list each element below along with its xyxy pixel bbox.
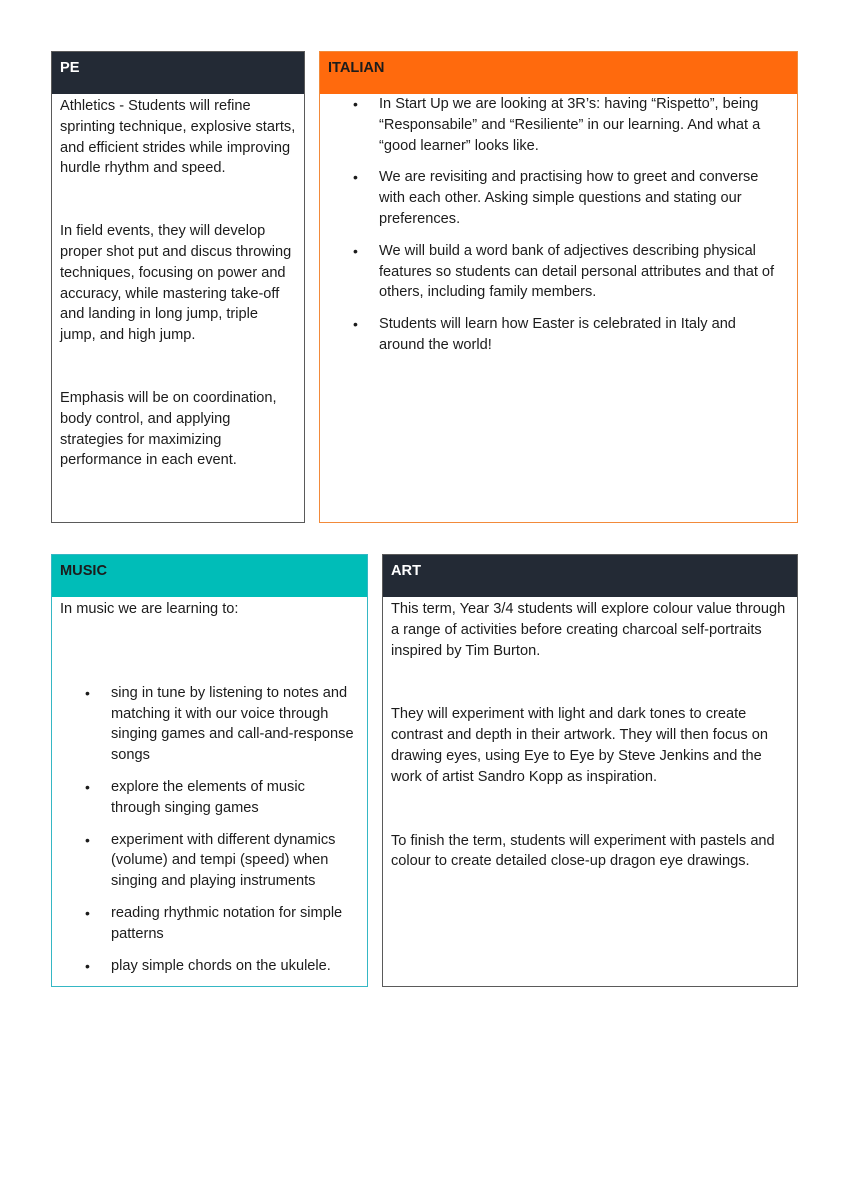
list-item-text: play simple chords on the ukulele. (111, 957, 331, 974)
pe-content (52, 94, 304, 471)
pe-paragraph: Athletics - Students will refine sprinting technique, explosive starts, and efficient strides while improving hurdle rhythm and speed. (60, 98, 296, 177)
bullet-icon: • (85, 778, 90, 795)
list-item-text: We will build a word bank of adjectives describing physical features so students can detail personal attributes and that of others, including family members. (379, 242, 775, 301)
list-item-text: We are revisiting and practising how to greet and converse with each other. Asking simple questions and stating our preferences. (379, 169, 759, 227)
list-item (85, 683, 357, 766)
art-header: ART (383, 555, 797, 597)
music-section (51, 554, 368, 987)
music-header: MUSIC (52, 555, 367, 597)
list-item-text: Students will learn how Easter is celebrated in Italy and around the world! (379, 316, 736, 353)
art-paragraph: This term, Year 3/4 students will explore colour value through a range of activities before creating charcoal self-portraits inspired by Tim Burton. (391, 601, 786, 659)
list-item (353, 167, 785, 229)
list-item (85, 956, 357, 977)
italian-list (320, 94, 797, 356)
list-item (85, 777, 357, 819)
music-list (52, 683, 367, 977)
pe-paragraph: In field events, they will develop proper shot put and discus throwing techniques, focusing on power and accuracy, while mastering take-off and landing in long jump, triple jump, and high jump. (60, 223, 292, 344)
bullet-icon: • (85, 831, 90, 848)
art-paragraph: To finish the term, students will experiment with pastels and colour to create detailed close-up dragon eye drawings. (391, 832, 775, 870)
list-item-text: experiment with different dynamics (volume) and tempi (speed) when singing and playing instruments (111, 831, 336, 890)
bullet-icon: • (85, 684, 90, 701)
italian-section (319, 51, 798, 523)
list-item-text: sing in tune by listening to notes and matching it with our voice through singing games and call-and-response songs (111, 684, 354, 764)
list-item (353, 241, 785, 303)
pe-section (51, 51, 305, 523)
list-item-text: explore the elements of music through singing games (111, 778, 305, 816)
list-item (353, 314, 785, 356)
italian-header: ITALIAN (320, 52, 797, 94)
list-item (353, 94, 785, 156)
art-content (383, 597, 797, 872)
bullet-icon: • (353, 316, 358, 333)
pe-header: PE (52, 52, 304, 94)
pe-paragraph: Emphasis will be on coordination, body control, and applying strategies for maximizing performance in each event. (60, 389, 277, 469)
list-item-text: In Start Up we are looking at 3R’s: having “Rispetto”, being “Responsabile” and “Resiliente” in our learning. And what a “good learner” looks like. (379, 96, 761, 154)
bullet-icon: • (353, 169, 358, 186)
music-intro: In music we are learning to: (60, 601, 239, 617)
list-item (85, 903, 357, 945)
bullet-icon: • (353, 96, 358, 112)
bullet-icon: • (85, 904, 90, 921)
bullet-icon: • (353, 242, 358, 259)
art-section (382, 554, 798, 987)
bullet-icon: • (85, 957, 90, 974)
art-paragraph: They will experiment with light and dark tones to create contrast and depth in their artwork. They will then focus on drawing eyes, using Eye to Eye by Steve Jenkins and the work of artist Sandro Kopp as inspiration. (391, 706, 768, 785)
music-content (52, 597, 367, 620)
list-item-text: reading rhythmic notation for simple patterns (111, 904, 343, 942)
list-item (85, 830, 357, 892)
